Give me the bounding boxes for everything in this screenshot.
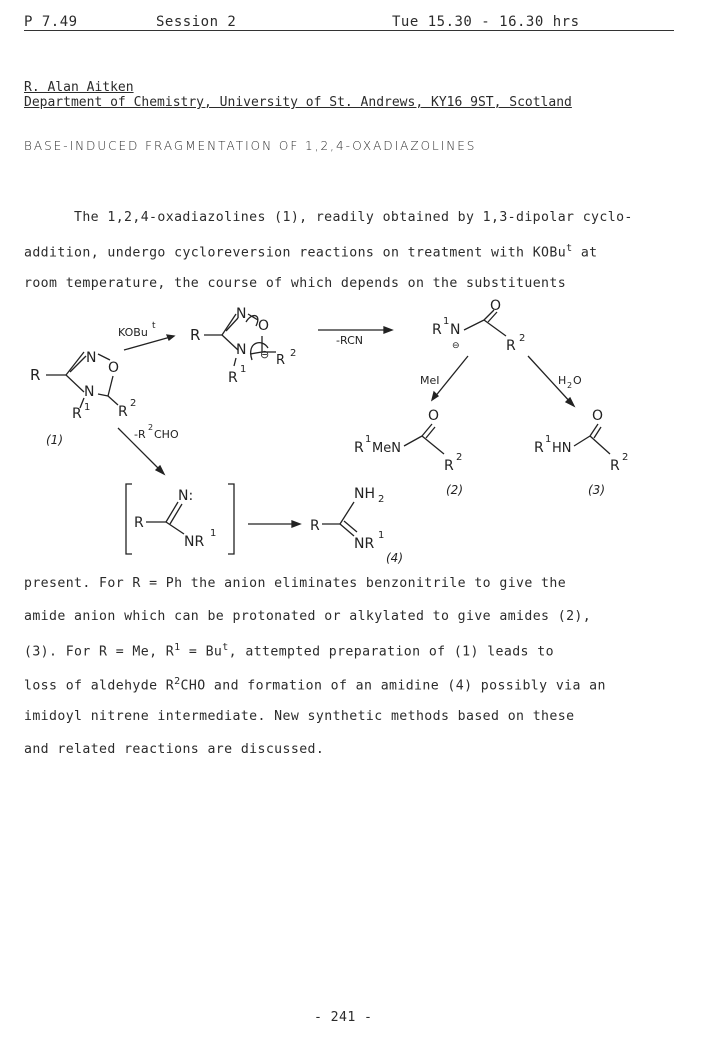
svg-text:H: H bbox=[558, 374, 567, 387]
paper-title: BASE-INDUCED FRAGMENTATION OF 1,2,4-OXADIAZOLINES bbox=[24, 139, 477, 153]
session-label: Session 2 bbox=[156, 14, 237, 30]
author-affiliation: Department of Chemistry, University of St. Andrews, KY16 9ST, Scotland bbox=[24, 95, 572, 110]
svg-text:2: 2 bbox=[148, 423, 154, 432]
svg-text:R: R bbox=[134, 515, 144, 531]
svg-text:R: R bbox=[190, 326, 201, 344]
atom-r: R bbox=[30, 366, 41, 384]
svg-text:N: N bbox=[236, 306, 247, 322]
label-compound-4: (4) bbox=[386, 551, 403, 565]
label-compound-1: (1) bbox=[46, 433, 63, 447]
svg-text:1: 1 bbox=[443, 316, 450, 327]
svg-text:O: O bbox=[258, 318, 270, 334]
svg-text:O: O bbox=[428, 408, 440, 424]
svg-text:⊖: ⊖ bbox=[260, 348, 270, 361]
svg-text:1: 1 bbox=[365, 434, 372, 445]
svg-text:1: 1 bbox=[545, 434, 552, 445]
svg-text:MeN: MeN bbox=[372, 441, 401, 456]
svg-text:N: N bbox=[84, 384, 95, 400]
author-name: R. Alan Aitken bbox=[24, 80, 134, 95]
svg-text:2: 2 bbox=[130, 398, 137, 409]
svg-text:1: 1 bbox=[378, 530, 385, 541]
svg-text:O: O bbox=[108, 360, 120, 376]
svg-text:N:: N: bbox=[178, 488, 194, 504]
svg-text:R: R bbox=[610, 458, 620, 474]
svg-text:-R: -R bbox=[134, 428, 146, 441]
svg-text:2: 2 bbox=[378, 494, 385, 505]
svg-text:O: O bbox=[573, 374, 582, 387]
svg-text:N: N bbox=[86, 350, 97, 366]
svg-text:O: O bbox=[490, 298, 502, 314]
amidine-4 bbox=[310, 486, 403, 565]
svg-text:R: R bbox=[534, 440, 544, 456]
page-number: - 241 - bbox=[314, 1010, 373, 1025]
svg-text:2: 2 bbox=[567, 381, 573, 390]
svg-text:2: 2 bbox=[622, 452, 629, 463]
svg-text:R: R bbox=[506, 338, 516, 354]
svg-text:O: O bbox=[592, 408, 604, 424]
svg-text:HN: HN bbox=[552, 441, 572, 456]
svg-text:R: R bbox=[432, 322, 442, 338]
svg-text:1: 1 bbox=[84, 402, 91, 413]
svg-text:2: 2 bbox=[456, 452, 463, 463]
svg-text:KOBu: KOBu bbox=[118, 326, 148, 339]
amide-3 bbox=[534, 408, 628, 497]
svg-text:⊖: ⊖ bbox=[452, 341, 460, 351]
abstract-line-2: addition, undergo cycloreversion reactions on treatment with KOBu$^t$ at bbox=[24, 243, 598, 261]
abstract-line-4: present. For R = Ph the anion eliminates benzonitrile to give the bbox=[24, 576, 567, 591]
svg-text:N: N bbox=[236, 342, 247, 358]
svg-text:2: 2 bbox=[519, 333, 526, 344]
svg-text:R: R bbox=[118, 404, 128, 420]
svg-text:N: N bbox=[450, 322, 461, 338]
anion-intermediate bbox=[190, 306, 296, 386]
session-time: Tue 15.30 - 16.30 hrs bbox=[392, 14, 580, 30]
svg-text:MeI: MeI bbox=[420, 374, 440, 387]
svg-text:R: R bbox=[354, 440, 364, 456]
svg-text:CHO: CHO bbox=[154, 428, 179, 441]
abstract-line-6: (3). For R = Me, $R^1 = Bu^t$, attempted preparation of (1) leads to bbox=[24, 642, 554, 660]
svg-text:-RCN: -RCN bbox=[336, 334, 363, 347]
label-compound-2: (2) bbox=[446, 483, 463, 497]
amide-anion bbox=[432, 298, 525, 354]
abstract-line-8: imidoyl nitrene intermediate. New synthetic methods based on these bbox=[24, 709, 575, 724]
svg-text:NR: NR bbox=[184, 534, 205, 550]
svg-text:R: R bbox=[276, 353, 286, 368]
oxadiazoline-1 bbox=[30, 350, 136, 447]
svg-text:NR: NR bbox=[354, 536, 375, 552]
svg-text:R: R bbox=[444, 458, 454, 474]
abstract-line-9: and related reactions are discussed. bbox=[24, 742, 325, 757]
poster-number: P 7.49 bbox=[24, 14, 78, 30]
svg-text:1: 1 bbox=[240, 364, 247, 375]
svg-text:NH: NH bbox=[354, 486, 375, 502]
svg-text:R: R bbox=[228, 370, 238, 386]
svg-text:1: 1 bbox=[210, 528, 217, 539]
abstract-line-5: amide anion which can be protonated or alkylated to give amides (2), bbox=[24, 609, 592, 624]
svg-text:t: t bbox=[152, 321, 156, 331]
svg-text:R: R bbox=[72, 406, 82, 422]
svg-text:2: 2 bbox=[290, 348, 297, 359]
amide-2 bbox=[354, 408, 463, 497]
abstract-line-1: The 1,2,4-oxadiazolines (1), readily obtained by 1,3-dipolar cyclo- bbox=[74, 210, 633, 225]
abstract-line-7: loss of aldehyde $R^2CHO$ and formation of an amidine (4) possibly via an bbox=[24, 676, 606, 694]
svg-text:R: R bbox=[310, 518, 320, 534]
nitrene-intermediate bbox=[126, 484, 234, 554]
abstract-line-3: room temperature, the course of which depends on the substituents bbox=[24, 276, 567, 291]
label-compound-3: (3) bbox=[588, 483, 605, 497]
